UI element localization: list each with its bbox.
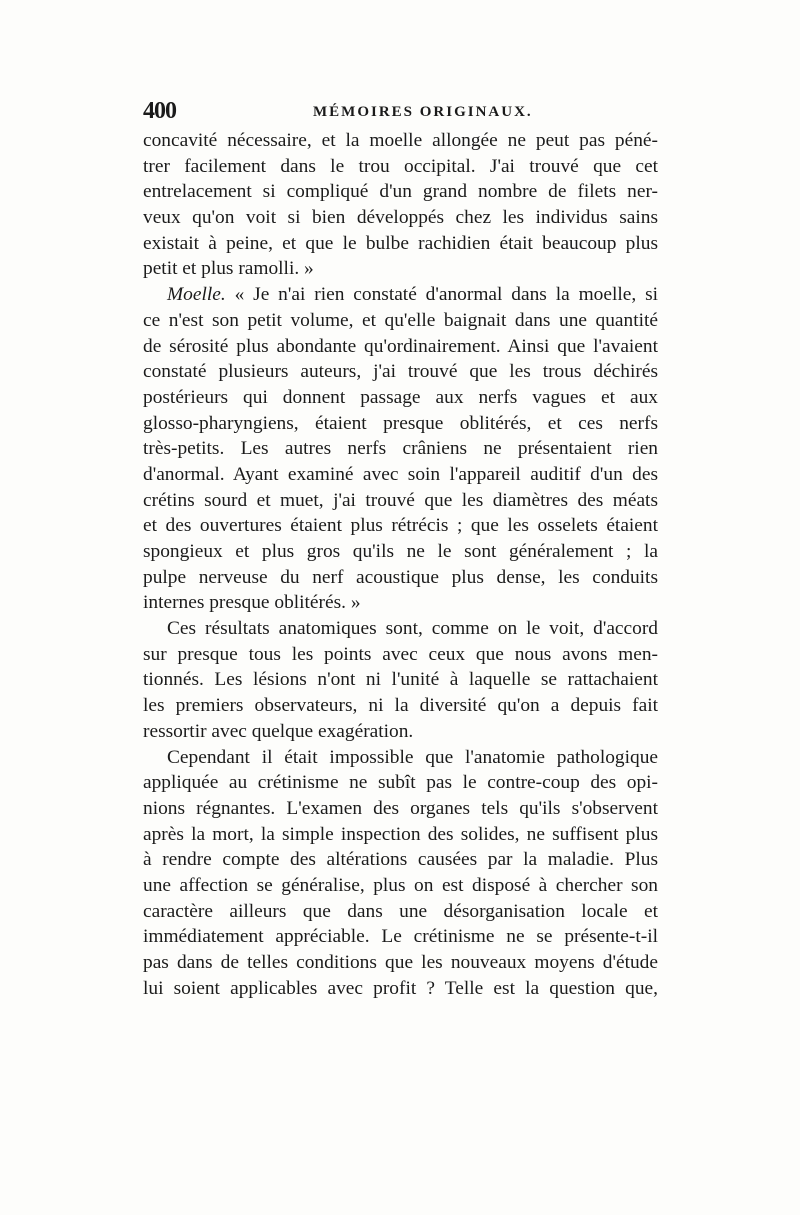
body-text <box>143 128 658 1001</box>
text-line: ressortir avec quelque exagération. <box>143 720 414 742</box>
text-line: lui soient applicables avec profit ? Telle est la question que, <box>143 977 658 999</box>
text-line: internes presque oblitérés. » <box>143 592 361 614</box>
text-line: veux qu'on voit si bien développés chez les individus sains <box>143 207 658 229</box>
text-line: à rendre compte des altérations causées par la maladie. Plus <box>143 849 658 871</box>
text-line: les premiers observateurs, ni la diversité qu'on a depuis fait <box>143 695 658 717</box>
page-number: 400 <box>143 98 176 124</box>
text-line: pulpe nerveuse du nerf acoustique plus dense, les conduits <box>143 566 658 588</box>
text-line: constaté plusieurs auteurs, j'ai trouvé que les trous déchirés <box>143 361 658 383</box>
text-line: sur presque tous les points avec ceux que nous avons men- <box>143 643 658 665</box>
text-line: très-petits. Les autres nerfs crâniens ne présentaient rien <box>143 438 658 460</box>
text-line: ce n'est son petit volume, et qu'elle baignait dans une quantité <box>143 309 658 331</box>
text-line: immédiatement appréciable. Le crétinisme ne se présente-t-il <box>143 926 658 948</box>
text-line: glosso-pharyngiens, étaient presque oblitérés, et ces nerfs <box>143 412 658 434</box>
text-line: concavité nécessaire, et la moelle allongée ne peut pas péné- <box>143 130 658 151</box>
running-title: MÉMOIRES ORIGINAUX. <box>313 104 533 120</box>
text-line: pas dans de telles conditions que les nouveaux moyens d'étude <box>143 952 658 973</box>
text-line: Ces résultats anatomiques sont, comme on le voit, d'accord <box>167 618 658 640</box>
text-line: entrelacement si compliqué d'un grand nombre de filets ner- <box>143 181 658 203</box>
text-line: caractère ailleurs que dans une désorganisation locale et <box>143 900 658 922</box>
text-line: spongieux et plus gros qu'ils ne le sont généralement ; la <box>143 541 658 562</box>
text-line: petit et plus ramolli. » <box>143 258 314 280</box>
page-header <box>143 98 658 128</box>
text-line: une affection se généralise, plus on est disposé à chercher son <box>143 874 658 896</box>
text-line: nions régnantes. L'examen des organes tels qu'ils s'observent <box>143 797 658 819</box>
text-line: crétins sourd et muet, j'ai trouvé que les diamètres des méats <box>143 489 658 511</box>
text-line-moelle <box>143 282 658 308</box>
section-label-moelle: Moelle. <box>167 284 226 306</box>
text-line: existait à peine, et que le bulbe rachidien était beaucoup plus <box>143 232 658 254</box>
text-line: « Je n'ai rien constaté d'anormal dans la moelle, si <box>234 284 658 306</box>
text-line: tionnés. Les lésions n'ont ni l'unité à laquelle se rattachaient <box>143 669 658 691</box>
text-line: et des ouvertures étaient plus rétrécis ; que les osselets étaient <box>143 515 658 537</box>
text-line: postérieurs qui donnent passage aux nerfs vagues et aux <box>143 386 658 408</box>
text-line: Cependant il était impossible que l'anatomie pathologique <box>167 746 658 768</box>
text-line: d'anormal. Ayant examiné avec soin l'appareil auditif d'un des <box>143 463 658 485</box>
text-line: trer facilement dans le trou occipital. J'ai trouvé que cet <box>143 155 658 177</box>
text-line: après la mort, la simple inspection des solides, ne suffisent plus <box>143 823 658 845</box>
text-line: de sérosité plus abondante qu'ordinairement. Ainsi que l'avaient <box>143 335 658 357</box>
text-line: appliquée au crétinisme ne subît pas le contre-coup des opi- <box>143 772 658 794</box>
